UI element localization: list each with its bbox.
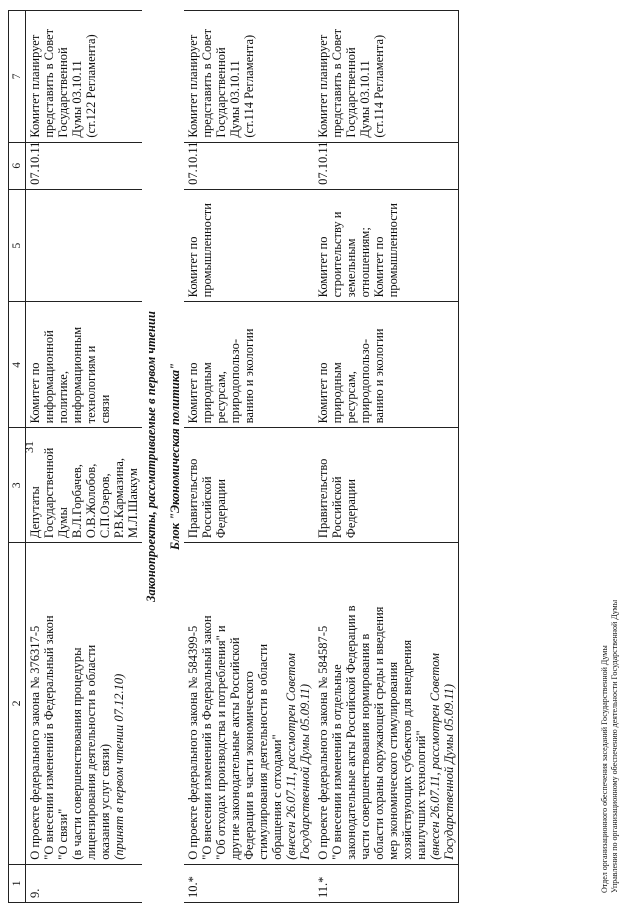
table-row: [184, 11, 314, 903]
footer-line: Отдел организационного обеспечения заседаний Государственной Думы: [600, 645, 609, 893]
date-cell: 07.10.11: [26, 142, 143, 189]
cell-line: (ст.114 Регламента): [372, 34, 386, 138]
bill-note: Государственной Думы 05.09.11): [442, 683, 456, 860]
cell-line: Думы 03.10.11: [228, 60, 242, 138]
footer-line: Управления по организационному обеспечению деятельности Государственной Думы: [610, 599, 619, 893]
cell-line: Государственной: [214, 47, 228, 138]
bill-title: [314, 543, 459, 865]
cell-line: законодательные акты Российской Федерации в: [344, 605, 358, 860]
cell-line: Федерации: [214, 479, 228, 539]
table-row: [314, 11, 459, 903]
cell-line: "О внесении изменений в Федеральный закон: [42, 615, 56, 860]
cell-line: связи: [98, 394, 112, 424]
row-number: 11.*: [314, 864, 459, 902]
responsible-committee: [314, 302, 459, 428]
bill-title: [26, 543, 143, 865]
header-cell: 6: [9, 142, 26, 189]
cell-line: части совершенствования нормирования в: [358, 633, 372, 860]
cell-line: ванию и экологии: [242, 328, 256, 424]
block-title: Блок "Экономическая политика": [168, 363, 182, 550]
cell-line: Р.В.Кармазина,: [112, 457, 126, 539]
footer: [600, 600, 620, 893]
cell-line: Комитет планирует: [186, 34, 200, 138]
cell-line: природным: [330, 362, 344, 424]
cell-line: природным: [200, 362, 214, 424]
bill-note: (внесен 26.07.11, рассмотрен Советом: [428, 653, 442, 860]
header-cell: 5: [9, 189, 26, 301]
header-cell: 4: [9, 302, 26, 428]
responsible-committee: [184, 302, 314, 428]
cell-line: другие законодательные акты Российской: [228, 637, 242, 860]
section-row: [142, 11, 184, 903]
cell-line: Комитет по: [372, 236, 386, 298]
cell-line: промышленности: [386, 203, 400, 298]
cell-line: земельным: [344, 238, 358, 298]
cell-line: Российской: [200, 476, 214, 539]
cell-line: отношениям;: [358, 227, 372, 298]
cell-line: Думы 03.10.11: [70, 60, 84, 138]
plan-note: [184, 11, 314, 143]
table-row: [26, 11, 143, 903]
cell-line: ресурсам,: [214, 371, 228, 424]
header-cell: 2: [9, 543, 26, 865]
bill-authors: [314, 428, 459, 543]
cell-line: представить в Совет: [42, 28, 56, 138]
cell-line: природопользо-: [228, 338, 242, 424]
cell-line: Федерации: [344, 479, 358, 539]
cell-line: ванию и экологии: [372, 328, 386, 424]
responsible-committee: [26, 302, 143, 428]
cell-line: информационной: [42, 330, 56, 424]
row-number: 10.*: [184, 864, 314, 902]
cell-line: технологиям и: [84, 345, 98, 424]
cell-line: Думы: [56, 507, 70, 539]
cell-line: (ст.122 Регламента): [84, 34, 98, 138]
cell-line: представить в Совет: [330, 28, 344, 138]
cell-line: лицензирования деятельности в области: [84, 644, 98, 860]
cell-line: Комитет по: [316, 362, 330, 424]
co-committee: [314, 189, 459, 301]
cell-line: мер экономического стимулирования: [386, 661, 400, 860]
cell-line: Правительство: [316, 458, 330, 539]
cell-line: обращения с отходами": [270, 734, 284, 860]
cell-line: "Об отходах производства и потребления" и: [214, 625, 228, 860]
cell-line: Комитет по: [316, 236, 330, 298]
cell-line: Комитет по: [28, 362, 42, 424]
cell-line: Государственной: [42, 447, 56, 539]
bill-note: (внесен 26.07.11, рассмотрен Советом: [284, 653, 298, 860]
cell-line: О.В.Жолобов,: [84, 463, 98, 539]
plan-note: [314, 11, 459, 143]
cell-line: Комитет по: [186, 236, 200, 298]
header-row: [9, 11, 26, 903]
header-cell: 7: [9, 11, 26, 143]
cell-line: "О внесении изменений в отдельные: [330, 664, 344, 860]
cell-line: О проекте федерального закона № 376317-5: [28, 625, 42, 860]
cell-line: О проекте федерального закона № 584587-5: [316, 625, 330, 860]
cell-line: оказания услуг связи): [98, 743, 112, 860]
cell-line: Комитет планирует: [28, 34, 42, 138]
cell-line: политике,: [56, 371, 70, 424]
agenda-table: [8, 10, 460, 903]
table-bottom: [459, 11, 461, 903]
cell-line: области охраны окружающей среды и введения: [372, 606, 386, 860]
cell-line: "О связи": [56, 808, 70, 860]
bill-title: [184, 543, 314, 865]
cell-line: Федерации в части экономического: [242, 671, 256, 860]
page-number: 31: [22, 441, 36, 453]
date-cell: 07.10.11: [184, 142, 314, 189]
cell-line: В.Л.Горбачев,: [70, 464, 84, 539]
bill-authors: [184, 428, 314, 543]
cell-line: О проекте федерального закона № 584399-5: [186, 625, 200, 860]
cell-line: "О внесении изменений в Федеральный закон: [200, 615, 214, 860]
cell-line: (ст.114 Регламента): [242, 34, 256, 138]
cell-line: хозяйствующих субъектов для внедрения: [400, 639, 414, 860]
cell-line: Государственной: [56, 47, 70, 138]
cell-line: представить в Совет: [200, 28, 214, 138]
plan-note: [26, 11, 143, 143]
bill-authors: [26, 428, 143, 543]
header-cell: 3: [9, 428, 26, 543]
cell-line: ресурсам,: [344, 371, 358, 424]
cell-line: строительству и: [330, 211, 344, 298]
date-cell: 07.10.11: [314, 142, 459, 189]
bill-note: (принят в первом чтении 07.12.10): [112, 673, 126, 860]
cell-line: информационным: [70, 326, 84, 424]
header-cell: 1: [9, 864, 26, 902]
cell-line: стимулирования деятельности в области: [256, 643, 270, 860]
bill-note: Государственной Думы 05.09.11): [298, 683, 312, 860]
row-number: 9.: [26, 864, 143, 902]
cell-line: Государственной: [344, 47, 358, 138]
cell-line: промышленности: [200, 203, 214, 298]
cell-line: Российской: [330, 476, 344, 539]
cell-line: наилучших технологий": [414, 730, 428, 860]
cell-line: Комитет по: [186, 362, 200, 424]
section-title: Законопроекты, рассматриваемые в первом чтении: [144, 311, 158, 602]
cell-line: С.П.Озеров,: [98, 473, 112, 539]
cell-line: (в части совершенствования процедуры: [70, 647, 84, 860]
cell-line: Депутаты: [28, 486, 42, 539]
cell-line: природопользо-: [358, 338, 372, 424]
co-committee: [184, 189, 314, 301]
cell-line: Правительство: [186, 458, 200, 539]
co-committee: [26, 189, 143, 301]
cell-line: Комитет планирует: [316, 34, 330, 138]
cell-line: М.Л.Шаккум: [126, 468, 140, 539]
cell-line: Думы 03.10.11: [358, 60, 372, 138]
